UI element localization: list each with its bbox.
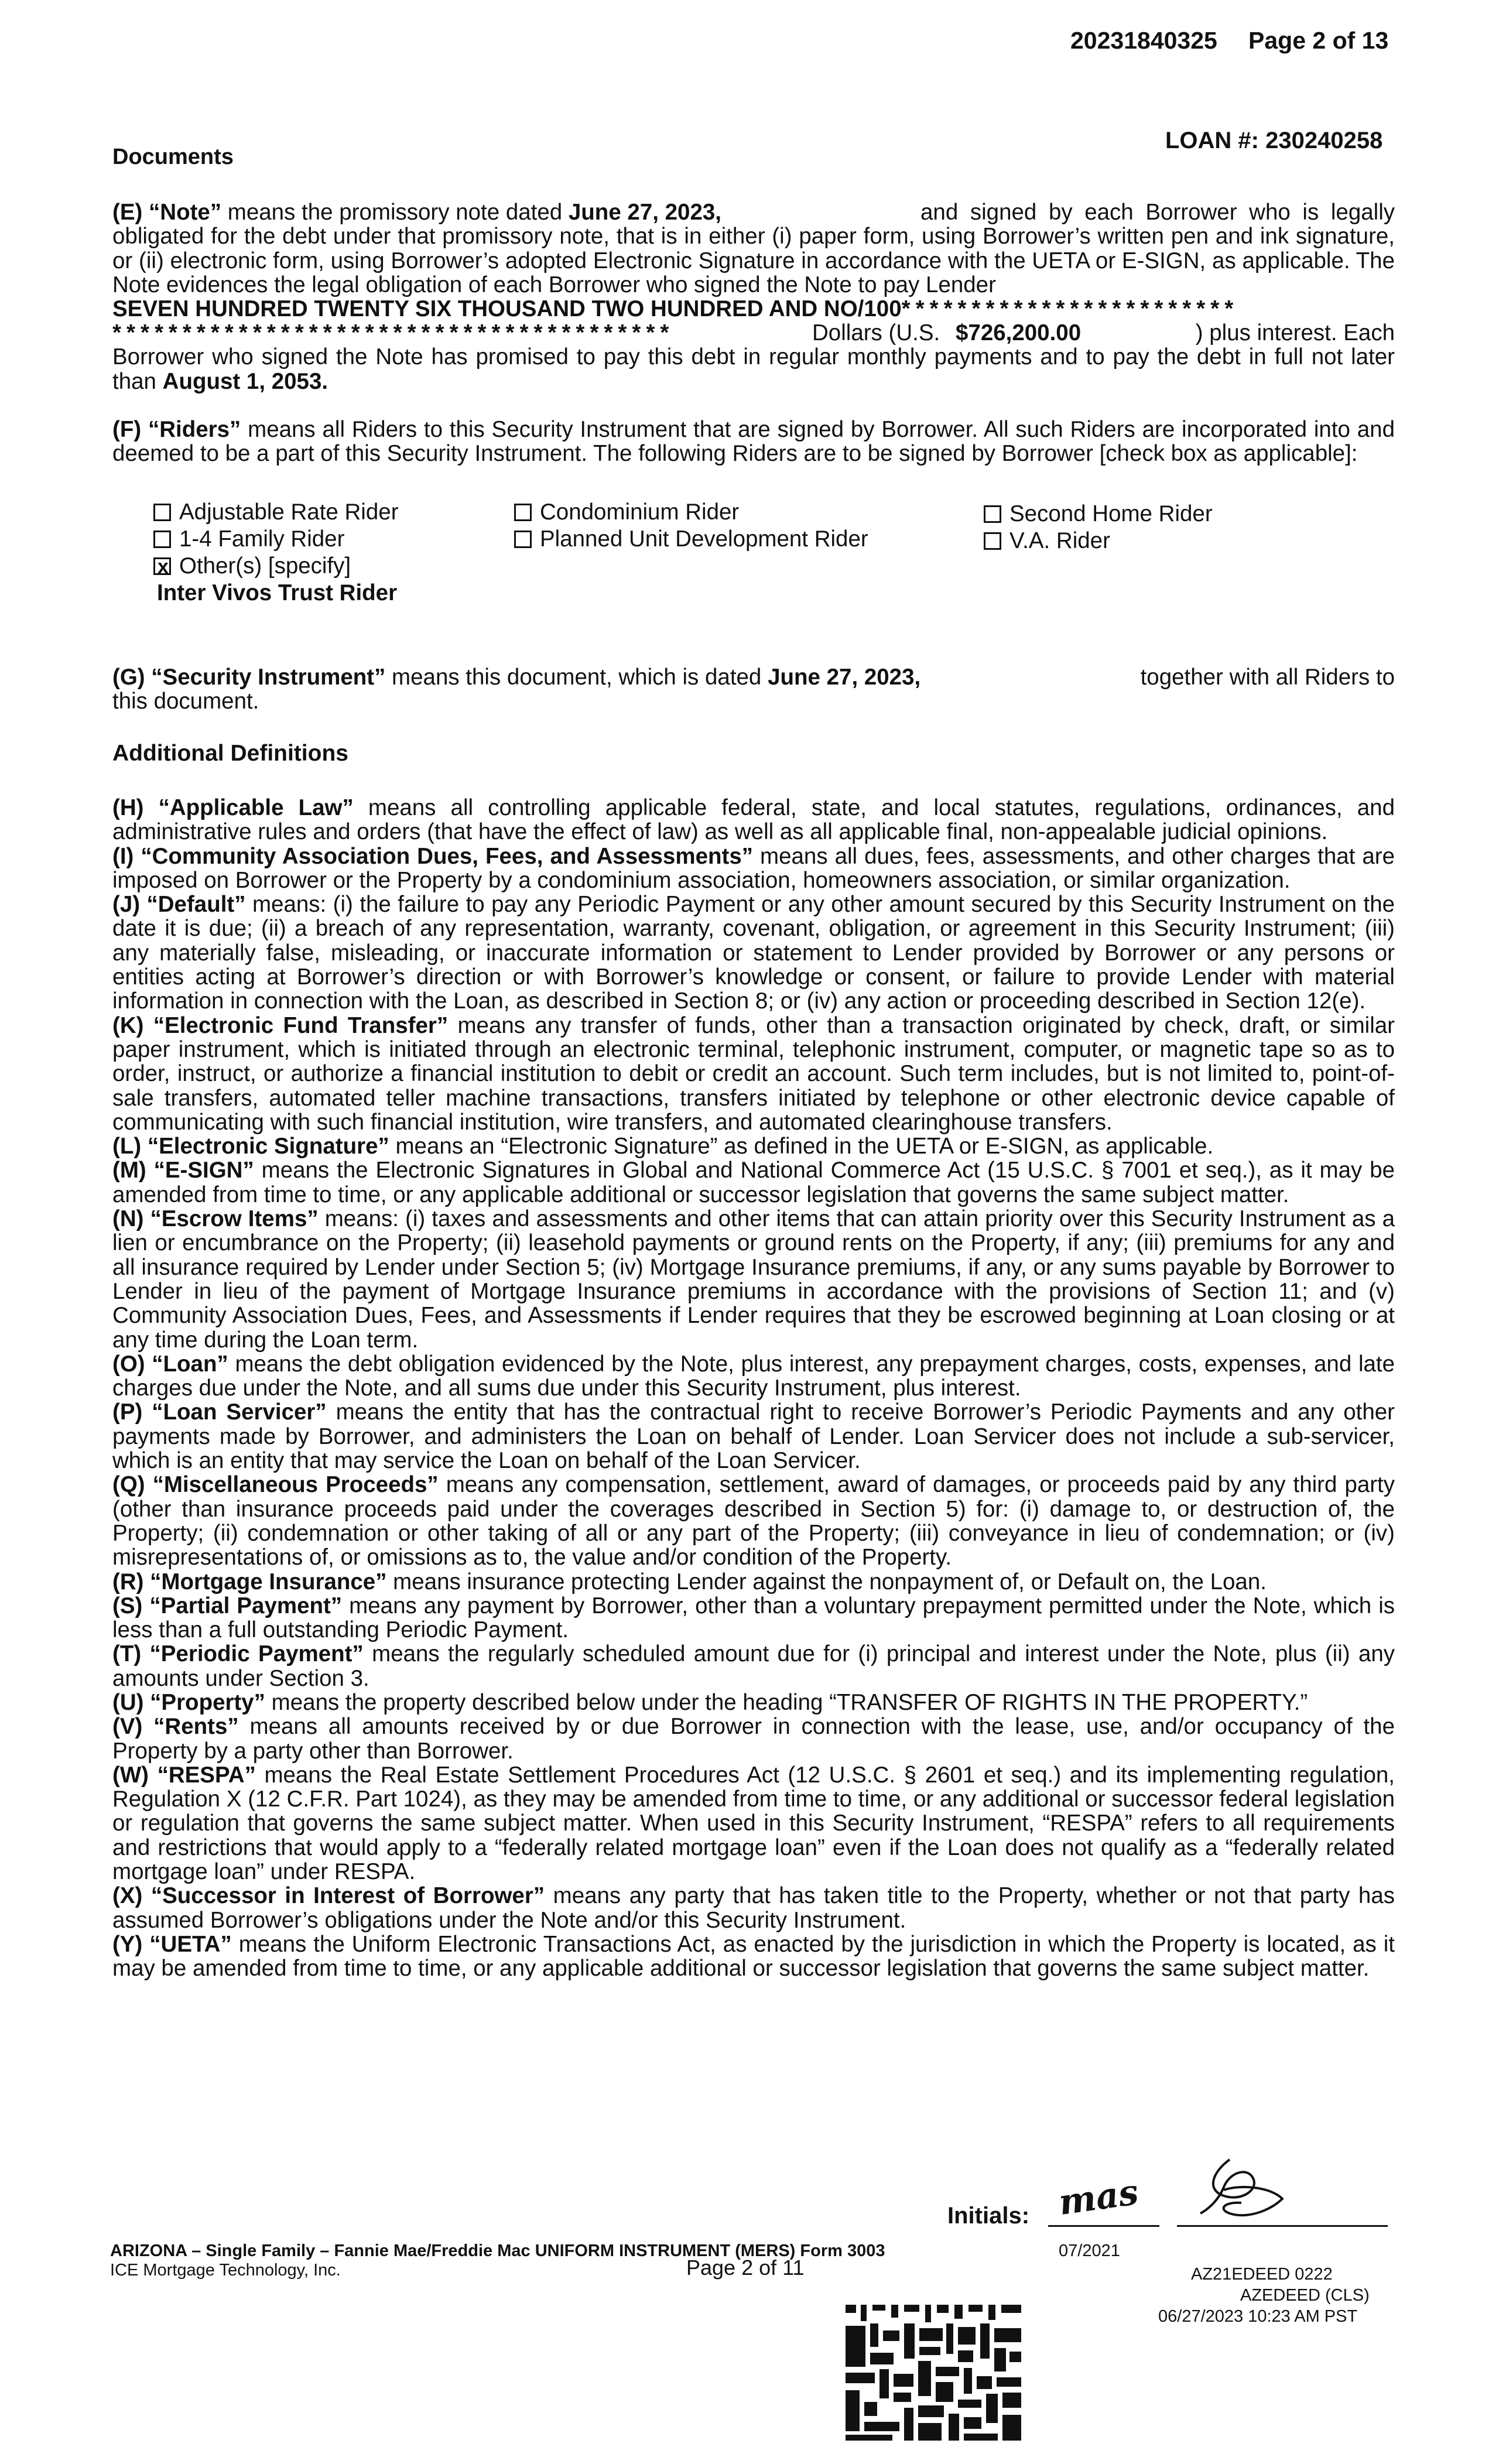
footer-code-2: AZEDEED (CLS) [1240,2286,1370,2305]
rider-label: Second Home Rider [1009,501,1213,526]
note-stars-a: ************************ [901,296,1239,322]
security-text-3: this document. [112,689,259,714]
definition-text: means all dues, fees, assessments, and other charges that are imposed on Borrower or the Property by a condominium association, homeowners association, or similar organization. [112,843,1395,893]
loan-number: LOAN #: 230240258 [1165,128,1383,153]
definition-text: means the Electronic Signatures in Global and National Commerce Act (15 U.S.C. § 7001 et seq.), as it may be amended from time to time, or any applicable additional or successor legislation that governs the same subject matter. [112,1158,1395,1207]
definition-label: (P) “Loan Servicer” [112,1399,327,1425]
definition-label: (T) “Periodic Payment” [112,1641,364,1667]
definition-miscellaneous-proceeds [112,1473,1395,1569]
definition-text: means the Real Estate Settlement Procedures Act (12 U.S.C. § 2601 et seq.) and its implementing regulation, Regulation X (12 C.F.R. Part 1024), as they may be amended from time to time, or any additional or successor federal legislation or regulation that governs the same subject matter. When used in this Security Instrument, “RESPA” refers to all requirements and restrictions that would apply to a “federally related mortgage loan” even if the Loan does not qualify as a “federally related mortgage loan” under RESPA. [112,1762,1395,1885]
definition-label: (O) “Loan” [112,1351,228,1377]
riders-text: means all Riders to this Security Instrument that are signed by Borrower. All such Riders are incorporated into and deemed to be a part of this Security Instrument. The following Riders are to be signed by Borrower [check box as applicable]: [112,417,1395,467]
definition-ueta [112,1932,1395,1981]
initials-line-1 [1048,2225,1159,2227]
definition-escrow-items [112,1207,1395,1352]
footer-vendor: ICE Mortgage Technology, Inc. [110,2261,341,2280]
rider-label: Condominium Rider [540,499,740,525]
definition-label: (H) “Applicable Law” [112,795,354,820]
rider-other[interactable] [153,553,351,580]
definition-text: means any transfer of funds, other than a transaction originated by check, draft, or similar paper instrument, which is initiated through an electronic terminal, telephonic instrument, computer, or magnetic tape so as to order, instruct, or authorize a financial institution to debit or credit an account. Such term includes, but is not limited to, point-of-sale transfers, automated teller machine transactions, transfers initiated by telephone or other electronic device capable of communicating with such financial institution, wire transfers, and automated clearinghouse transfers. [112,1012,1395,1135]
checkbox-icon[interactable] [984,505,1001,523]
note-text-2: and signed by each Borrower who is legally obligated for the debt under that promissory note, that is in either (i) paper form, using Borrower’s written pen and ink signature, or (ii) electronic form, using Borrower’s adopted Electronic Signature in accordance with the UETA or E-SIGN, as applicable. The Note evidences the legal obligation of each Borrower who signed the Note to pay Lender [112,200,1395,297]
definition-label: (N) “Escrow Items” [112,1206,319,1232]
definition-mortgage-insurance [112,1570,1395,1594]
definition-successor-in-interest [112,1884,1395,1932]
additional-definitions-heading: Additional Definitions [112,741,348,766]
definition-rents [112,1714,1395,1763]
definition-text: means insurance protecting Lender against the nonpayment of, or Default on, the Loan. [393,1569,1267,1594]
note-date: June 27, 2023, [568,200,721,225]
definition-text: means all controlling applicable federal, state, and local statutes, regulations, ordinances, and administrative rules and orders (that have the effect of law) as well as all applicable final, non-appealable judicial opinions. [112,795,1395,845]
rider-second-home[interactable] [984,501,1213,528]
riders-definition [112,417,1395,466]
definition-periodic-payment [112,1642,1395,1690]
checked-checkbox-icon[interactable] [153,557,171,575]
section-heading: Documents [112,145,234,169]
rider-label: Other(s) [specify] [179,553,351,579]
definition-label: (K) “Electronic Fund Transfer” [112,1012,449,1038]
definition-property [112,1690,1395,1714]
footer-form-title: ARIZONA – Single Family – Fannie Mae/Freddie Mac UNIFORM INSTRUMENT (MERS) Form 3003 [110,2241,885,2260]
rider-1-4-family[interactable] [153,526,344,553]
footer-code-1: AZ21EDEED 0222 [1191,2265,1333,2284]
definition-label: (R) “Mortgage Insurance” [112,1569,387,1594]
definition-text: means any party that has taken title to the Property, whether or not that party has assumed Borrower’s obligations under the Note and/or this Security Instrument. [112,1883,1395,1933]
definition-label: (Q) “Miscellaneous Proceeds” [112,1472,439,1498]
definition-electronic-signature [112,1134,1395,1158]
note-text-1: means the promissory note dated [227,200,563,225]
definition-community-association-dues [112,844,1395,893]
rider-adjustable-rate[interactable] [153,499,399,526]
definitions-list [112,796,1395,1981]
definition-text: means the property described below under the heading “TRANSFER OF RIGHTS IN THE PROPERTY.” [271,1689,1308,1715]
recording-number: 20231840325 [1070,27,1217,54]
definition-e-sign [112,1158,1395,1207]
definition-text: means: (i) taxes and assessments and other items that can attain priority over this Security Instrument as a lien or encumbrance on the Property; (ii) leasehold payments or ground rents on the Property, if any; (iii) premiums for any and all insurance required by Lender under Section 5; (iv) Mortgage Insurance premiums, if any, or any sums payable by Borrower to Lender in lieu of the payment of Mortgage Insurance premiums in accordance with the provisions of Section 11; and (v) Community Association Dues, Fees, and Assessments if Lender requires that they be escrowed beginning at Loan closing or at any time during the Loan term. [112,1206,1395,1353]
note-dollars-label: Dollars (U.S. [812,320,940,346]
definition-electronic-fund-transfer [112,1014,1395,1134]
note-amount: $726,200.00 [956,320,1082,346]
checkbox-icon[interactable] [514,531,532,548]
rider-label: 1-4 Family Rider [179,526,345,552]
note-text-3: Borrower who signed the Note has promised to pay this debt in regular monthly payments and to pay the debt in full not later than [112,344,1395,394]
definition-label: (I) “Community Association Dues, Fees, and Assessments” [112,843,753,869]
signature-initials-icon [1189,2155,1294,2225]
definition-text: means any payment by Borrower, other than a voluntary prepayment permitted under the Note, which is less than a full outstanding Periodic Payment. [112,1593,1395,1643]
riders-label: (F) “Riders” [112,417,241,442]
definition-loan-servicer [112,1400,1395,1473]
definition-text: means the regularly scheduled amount due for (i) principal and interest under the Note, plus (ii) any amounts under Section 3. [112,1641,1395,1691]
definition-partial-payment [112,1594,1395,1642]
initials-label: Initials: [947,2203,1030,2229]
security-text-1: means this document, which is dated [392,665,762,690]
checkbox-icon[interactable] [153,504,171,521]
footer-form-date: 07/2021 [1059,2241,1120,2260]
initials-handwritten: mas [1056,2171,1141,2224]
rider-other-specified: Inter Vivos Trust Rider [157,580,398,605]
security-date: June 27, 2023, [768,665,921,690]
initials-line-2 [1177,2225,1388,2227]
definition-respa [112,1763,1395,1884]
definition-loan [112,1352,1395,1401]
checkbox-icon[interactable] [153,531,171,548]
definition-label: (X) “Successor in Interest of Borrower” [112,1883,545,1909]
rider-label: Planned Unit Development Rider [540,526,868,552]
definition-text: means any compensation, settlement, award of damages, or proceeds paid by any third party (other than insurance proceeds paid under the coverages described in Section 5) for: (i) damage to, or destruction of, the Property; (ii) condemnation or other taking of all or any part of the Property; (iii) conveyance in lieu of condemnation; or (iv) misrepresentations of, or omissions as to, the value and/or condition of the Property. [112,1472,1395,1570]
rider-planned-unit-development[interactable] [514,526,868,553]
definition-label: (Y) “UETA” [112,1931,232,1957]
rider-label: V.A. Rider [1009,528,1110,553]
definition-label: (V) “Rents” [112,1714,239,1740]
barcode-icon [843,2302,1025,2443]
note-definition [112,200,1395,393]
definition-default [112,892,1395,1013]
definition-text: means the entity that has the contractual right to receive Borrower’s Periodic Payments and any other payments made by Borrower, and administers the Loan on behalf of Lender. Loan Servicer does not include a sub-servicer, which is an entity that may service the Loan on behalf of the Loan Servicer. [112,1399,1395,1474]
note-stars-b: **************************************** [112,320,675,346]
rider-va[interactable] [984,528,1110,555]
definition-label: (M) “E-SIGN” [112,1158,254,1183]
header-page-label: Page 2 of 13 [1248,27,1389,54]
definition-text: means all amounts received by or due Borrower in connection with the lease, use, and/or occupancy of the Property by a party other than Borrower. [112,1714,1395,1764]
definition-label: (U) “Property” [112,1689,265,1715]
definition-text: means: (i) the failure to pay any Periodic Payment or any other amount secured by this Security Instrument on the date it is due; (ii) a breach of any representation, warranty, covenant, obligation, or agreement in this Security Instrument; (iii) any materially false, misleading, or inaccurate information or statement to Lender provided by Borrower or any persons or entities acting at Borrower’s direction or with Borrower’s knowledge or consent, or failure to provide Lender with material information in connection with the Loan, as described in Section 8; or (iv) any action or proceeding described in Section 12(e). [112,892,1395,1014]
security-label: (G) “Security Instrument” [112,665,386,690]
definition-label: (J) “Default” [112,892,246,918]
definition-label: (L) “Electronic Signature” [112,1134,389,1159]
checkbox-icon[interactable] [984,532,1001,550]
definition-label: (W) “RESPA” [112,1762,256,1788]
security-text-2: together with all Riders to [1140,665,1395,690]
definition-text: means an “Electronic Signature” as defined in the UETA or E-SIGN, as applicable. [395,1134,1214,1159]
definition-label: (S) “Partial Payment” [112,1593,343,1618]
footer-page: Page 2 of 11 [686,2256,805,2280]
definition-text: means the Uniform Electronic Transactions Act, as enacted by the jurisdiction in which the Property is located, as it may be amended from time to time, or any applicable additional or successor legislation that governs the same subject matter. [112,1931,1395,1982]
footer-timestamp: 06/27/2023 10:23 AM PST [1158,2307,1358,2326]
note-plus-interest: ) plus interest. Each [1195,320,1395,346]
rider-condominium[interactable] [514,499,739,526]
security-instrument-definition [112,665,1395,713]
note-maturity: August 1, 2053. [162,368,328,394]
definition-applicable-law [112,796,1395,844]
definition-text: means the debt obligation evidenced by the Note, plus interest, any prepayment charges, costs, expenses, and late charges due under the Note, and all sums due under this Security Instrument, plus interest. [112,1351,1395,1401]
rider-label: Adjustable Rate Rider [179,499,399,525]
note-amount-words: SEVEN HUNDRED TWENTY SIX THOUSAND TWO HUNDRED AND NO/100 [112,296,902,322]
checkbox-icon[interactable] [514,504,532,521]
note-label: (E) “Note” [112,200,222,225]
